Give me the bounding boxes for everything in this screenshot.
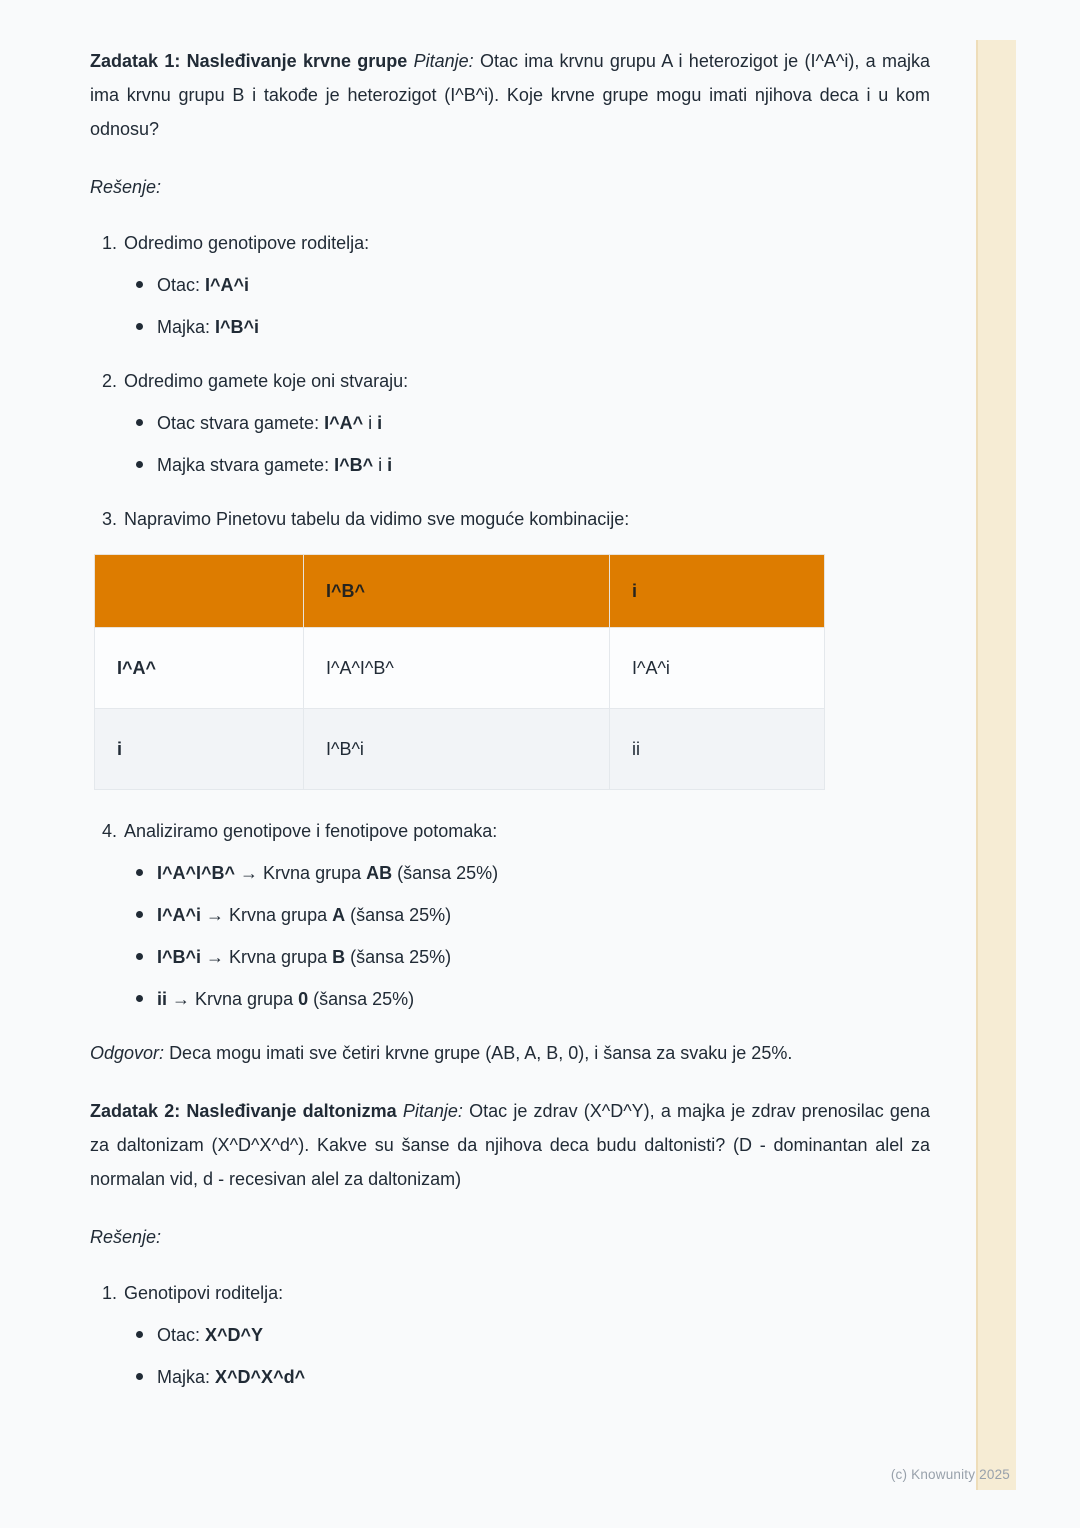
task2-otac-label: Otac: [157, 1325, 206, 1345]
otac-genotype-value: I^A^i [205, 275, 250, 295]
task2-majka-value: X^D^X^d^ [215, 1367, 306, 1387]
task1-odgovor-paragraph [90, 1036, 930, 1070]
list-item-genotype-b [136, 940, 930, 974]
majka-gamete-1: I^B^ [334, 455, 374, 475]
document-content [90, 44, 930, 1414]
step3-text: Napravimo Pinetovu tabelu da vidimo sve moguće kombinacije: [124, 509, 630, 529]
list-item-genotype-a [136, 898, 930, 932]
list-item-majka-gametes [136, 448, 930, 482]
task2-pitanje-label: Pitanje: [402, 1101, 463, 1121]
genotype-b: I^B^i [157, 947, 202, 967]
punnett-row1-cell1: I^A^I^B^ [304, 628, 610, 709]
task2-intro-paragraph [90, 1094, 930, 1196]
punnett-table [94, 554, 825, 790]
genotype-a-mid: → Krvna grupa [201, 905, 333, 925]
task2-question-text: Otac je zdrav (X^D^Y), a majka je zdrav prenosilac gena za daltonizam (X^D^X^d^). Kakve su šanse da njihova deca budu daltonisti? (D - dominantan alel za normalan vid, d - recesivan alel za daltonizam) [90, 1101, 930, 1189]
otac-label: Otac: [157, 275, 206, 295]
task2-step1-heading [90, 1276, 930, 1310]
task1-intro-paragraph [90, 44, 930, 146]
task2-step1-number: 1. [102, 1283, 118, 1303]
task1-step2-list [90, 406, 930, 482]
majka-gamete-sep: i [373, 455, 388, 475]
task1-step3-heading [90, 502, 930, 536]
task1-step2-heading [90, 364, 930, 398]
list-item-genotype-ab [136, 856, 930, 890]
punnett-row2-label: i [95, 709, 304, 790]
task2-title: Zadatak 2: Nasleđivanje daltonizma [90, 1101, 397, 1121]
odgovor-text: Deca mogu imati sve četiri krvne grupe (AB, A, B, 0), i šansa za svaku je 25%. [169, 1043, 793, 1063]
otac-gamete-1: I^A^ [324, 413, 364, 433]
step2-number: 2. [102, 371, 118, 391]
step2-text: Odredimo gamete koje oni stvaraju: [124, 371, 409, 391]
punnett-row-2 [95, 709, 825, 790]
genotype-b-chance: (šansa 25%) [345, 947, 452, 967]
group-0: 0 [298, 989, 309, 1009]
list-item-task2-otac [136, 1318, 930, 1352]
genotype-a-chance: (šansa 25%) [345, 905, 452, 925]
task1-step4-heading [90, 814, 930, 848]
task1-step1-heading [90, 226, 930, 260]
punnett-row-1 [95, 628, 825, 709]
majka-genotype-value: I^B^i [215, 317, 260, 337]
decorative-stripe [976, 40, 1016, 1490]
genotype-0: ii [157, 989, 168, 1009]
task2-otac-value: X^D^Y [205, 1325, 264, 1345]
punnett-row2-cell2: ii [610, 709, 825, 790]
task1-step4-list [90, 856, 930, 1016]
copyright-footer: (c) Knowunity 2025 [890, 1467, 1010, 1482]
genotype-0-mid: → Krvna grupa [167, 989, 299, 1009]
list-item-otac-gametes [136, 406, 930, 440]
genotype-ab-mid: → Krvna grupa [235, 863, 367, 883]
task1-title: Zadatak 1: Nasleđivanje krvne grupe [90, 51, 408, 71]
majka-gamete-2: i [387, 455, 393, 475]
genotype-ab: I^A^I^B^ [157, 863, 236, 883]
odgovor-label: Odgovor: [90, 1043, 165, 1063]
group-ab: AB [366, 863, 393, 883]
list-item-genotype-0 [136, 982, 930, 1016]
genotype-b-mid: → Krvna grupa [201, 947, 333, 967]
punnett-header-gamete-i: i [610, 555, 825, 628]
punnett-header-gamete-ib: I^B^ [304, 555, 610, 628]
group-a: A [332, 905, 346, 925]
step4-text: Analiziramo genotipove i fenotipove potomaka: [124, 821, 498, 841]
otac-gamete-sep: i [363, 413, 378, 433]
punnett-row1-cell2: I^A^i [610, 628, 825, 709]
otac-gamete-2: i [377, 413, 383, 433]
task1-question-text: Otac ima krvnu grupu A i heterozigot je (I^A^i), a majka ima krvnu grupu B i takođe je heterozigot (I^B^i). Koje krvne grupe mogu imati njihova deca i u kom odnosu? [90, 51, 930, 139]
genotype-ab-chance: (šansa 25%) [392, 863, 499, 883]
step4-number: 4. [102, 821, 118, 841]
task2-majka-label: Majka: [157, 1367, 216, 1387]
task1-step1-list [90, 268, 930, 344]
majka-label: Majka: [157, 317, 216, 337]
task1-resenje-label: Rešenje: [90, 177, 162, 197]
task2-step1-text: Genotipovi roditelja: [124, 1283, 284, 1303]
punnett-header-empty-cell [95, 555, 304, 628]
list-item-majka-genotype [136, 310, 930, 344]
punnett-header-row [95, 555, 825, 628]
punnett-row2-cell1: I^B^i [304, 709, 610, 790]
list-item-otac-genotype [136, 268, 930, 302]
task1-pitanje-label: Pitanje: [413, 51, 474, 71]
otac-gametes-label: Otac stvara gamete: [157, 413, 325, 433]
majka-gametes-label: Majka stvara gamete: [157, 455, 335, 475]
step1-number: 1. [102, 233, 118, 253]
genotype-0-chance: (šansa 25%) [308, 989, 415, 1009]
genotype-a: I^A^i [157, 905, 202, 925]
task2-step1-list [90, 1318, 930, 1394]
step3-number: 3. [102, 509, 118, 529]
group-b: B [332, 947, 346, 967]
step1-text: Odredimo genotipove roditelja: [124, 233, 370, 253]
punnett-row1-label: I^A^ [95, 628, 304, 709]
task2-resenje-label: Rešenje: [90, 1227, 162, 1247]
list-item-task2-majka [136, 1360, 930, 1394]
